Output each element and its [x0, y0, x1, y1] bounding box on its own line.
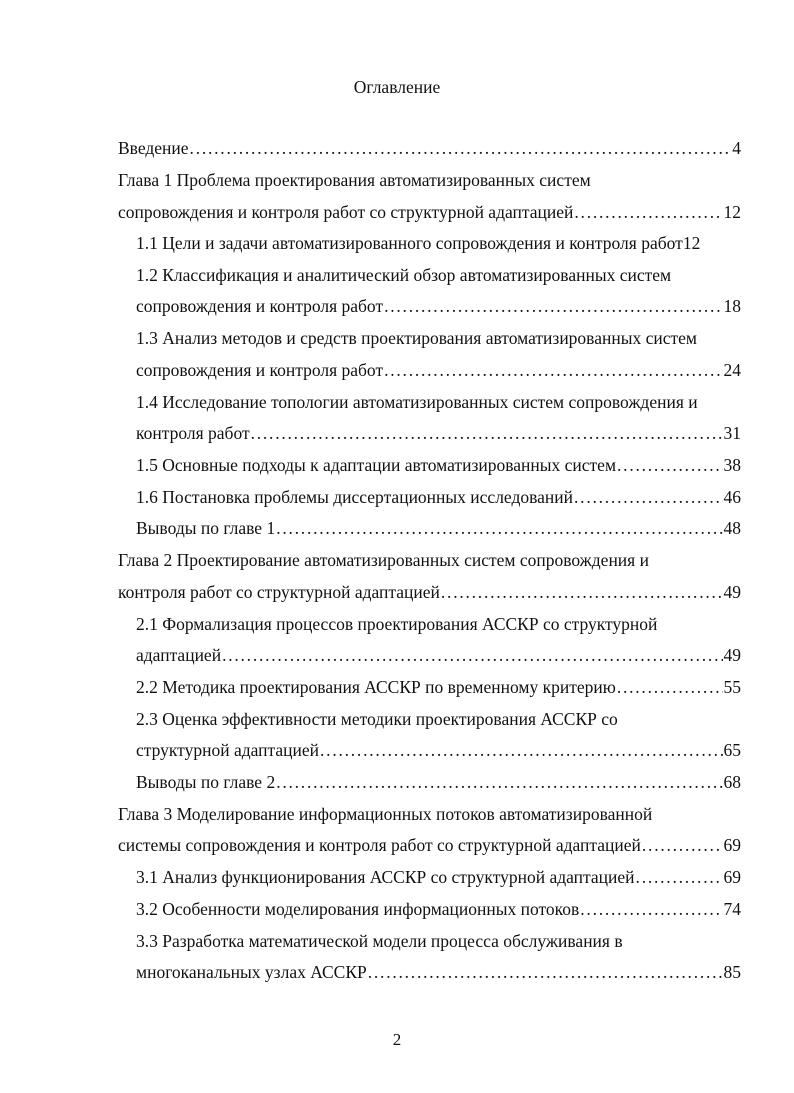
toc-entry-1-3 — [136, 359, 741, 381]
toc-entry-page: 31 — [723, 423, 741, 443]
toc-entry-title: сопровождения и контроля работ — [136, 296, 384, 316]
toc-leader-dots — [222, 644, 722, 666]
toc-leader-dots — [617, 454, 722, 476]
toc-entry-page: 74 — [723, 899, 741, 919]
toc-entry-page: 55 — [723, 677, 741, 697]
toc-entry-3-2 — [136, 898, 741, 920]
toc-entry-title: Введение — [118, 138, 189, 158]
toc-leader-dots — [574, 201, 722, 223]
toc-entry-title: 1.1 Цели и задачи автоматизированного сопровождения и контроля работ — [136, 233, 683, 253]
toc-entry-page: 12 — [682, 233, 701, 253]
toc-entry-chapter-3 — [118, 834, 741, 856]
toc-leader-dots — [574, 486, 722, 508]
toc-entry-title: адаптацией — [136, 645, 222, 665]
toc-entry-title: контроля работ — [136, 423, 250, 443]
toc-entry-title: 3.2 Особенности моделирования информационных потоков — [136, 899, 580, 919]
toc-leader-dots — [384, 295, 722, 317]
toc-leader-dots — [276, 771, 722, 793]
toc-entry-page: 24 — [723, 360, 741, 380]
toc-entry-title: 1.5 Основные подходы к адаптации автоматизированных систем — [136, 455, 617, 475]
toc-entry-3-3-line1: 3.3 Разработка математической модели процесса обслуживания в — [136, 931, 623, 951]
toc-leader-dots — [190, 137, 732, 159]
toc-entry-intro — [118, 137, 741, 159]
toc-entry-chapter-2-line1: Глава 2 Проектирование автоматизированных систем сопровождения и — [118, 550, 649, 570]
toc-entry-title: многоканальных узлах АССКР — [136, 962, 367, 982]
toc-entry-1-2 — [136, 295, 741, 317]
toc-entry-title: 3.1 Анализ функционирования АССКР со структурной адаптацией — [136, 867, 635, 887]
toc-entry-3-1 — [136, 866, 741, 888]
toc-entry-3-3 — [136, 961, 741, 983]
toc-entry-1-1 — [136, 232, 741, 254]
toc-entry-title: Выводы по главе 1 — [136, 518, 276, 538]
toc-entry-2-3-line1: 2.3 Оценка эффективности методики проектирования АССКР со — [136, 709, 618, 729]
toc-entry-page: 18 — [723, 296, 741, 316]
toc-entry-1-2-line1: 1.2 Классификация и аналитический обзор автоматизированных систем — [136, 265, 672, 285]
toc-entry-title: сопровождения и контроля работ со структурной адаптацией — [118, 202, 574, 222]
toc-leader-dots — [368, 961, 723, 983]
toc-entry-page: 68 — [723, 772, 741, 792]
page-title: Оглавление — [353, 77, 441, 97]
toc-entry-title: 1.6 Постановка проблемы диссертационных исследований — [136, 487, 574, 507]
toc-entry-2-1 — [136, 644, 741, 666]
toc-leader-dots — [276, 517, 722, 539]
toc-entry-page: 48 — [723, 518, 741, 538]
toc-entry-2-2 — [136, 676, 741, 698]
toc-entry-page: 69 — [723, 867, 741, 887]
toc-entry-page: 49 — [723, 582, 741, 602]
toc-entry-title: системы сопровождения и контроля работ со структурной адаптацией — [118, 835, 641, 855]
toc-entry-page: 69 — [723, 835, 741, 855]
toc-leader-dots — [636, 866, 723, 888]
toc-entry-conclusions-2 — [136, 771, 741, 793]
toc-entry-title: контроля работ со структурной адаптацией — [118, 582, 440, 602]
toc-leader-dots — [580, 898, 722, 920]
toc-entry-page: 12 — [723, 202, 741, 222]
toc-entry-1-4-line1: 1.4 Исследование топологии автоматизированных систем сопровождения и — [136, 392, 698, 412]
toc-entry-2-1-line1: 2.1 Формализация процессов проектирования АССКР со структурной — [136, 614, 658, 634]
toc-entry-page: 46 — [723, 487, 741, 507]
toc-entry-title: Выводы по главе 2 — [136, 772, 276, 792]
toc-leader-dots — [320, 739, 722, 761]
toc-leader-dots — [441, 581, 723, 603]
toc-entry-page: 49 — [723, 645, 741, 665]
toc-leader-dots — [617, 676, 723, 698]
toc-entry-chapter-3-line1: Глава 3 Моделирование информационных потоков автоматизированной — [118, 804, 653, 824]
toc-entry-1-3-line1: 1.3 Анализ методов и средств проектирования автоматизированных систем — [136, 328, 697, 348]
toc-entry-page: 4 — [732, 138, 741, 158]
toc-leader-dots — [384, 359, 722, 381]
toc-entry-title: 2.2 Методика проектирования АССКР по временному критерию — [136, 677, 616, 697]
page-number: 2 — [392, 1030, 402, 1049]
toc-leader-dots — [642, 834, 723, 856]
toc-entry-1-6 — [136, 486, 741, 508]
toc-entry-chapter-1 — [118, 201, 741, 223]
toc-entry-page: 85 — [723, 962, 741, 982]
toc-entry-title: структурной адаптацией — [136, 740, 320, 760]
toc-entry-1-5 — [136, 454, 741, 476]
toc-entry-page: 65 — [723, 740, 741, 760]
toc-entry-2-3 — [136, 739, 741, 761]
toc-entry-page: 38 — [723, 455, 741, 475]
toc-entry-chapter-1-line1: Глава 1 Проблема проектирования автоматизированных систем — [118, 170, 591, 190]
toc-entry-conclusions-1 — [136, 517, 741, 539]
toc-entry-1-4 — [136, 422, 741, 444]
toc-entry-chapter-2 — [118, 581, 741, 603]
toc-entry-title: сопровождения и контроля работ — [136, 360, 384, 380]
toc-leader-dots — [251, 422, 723, 444]
